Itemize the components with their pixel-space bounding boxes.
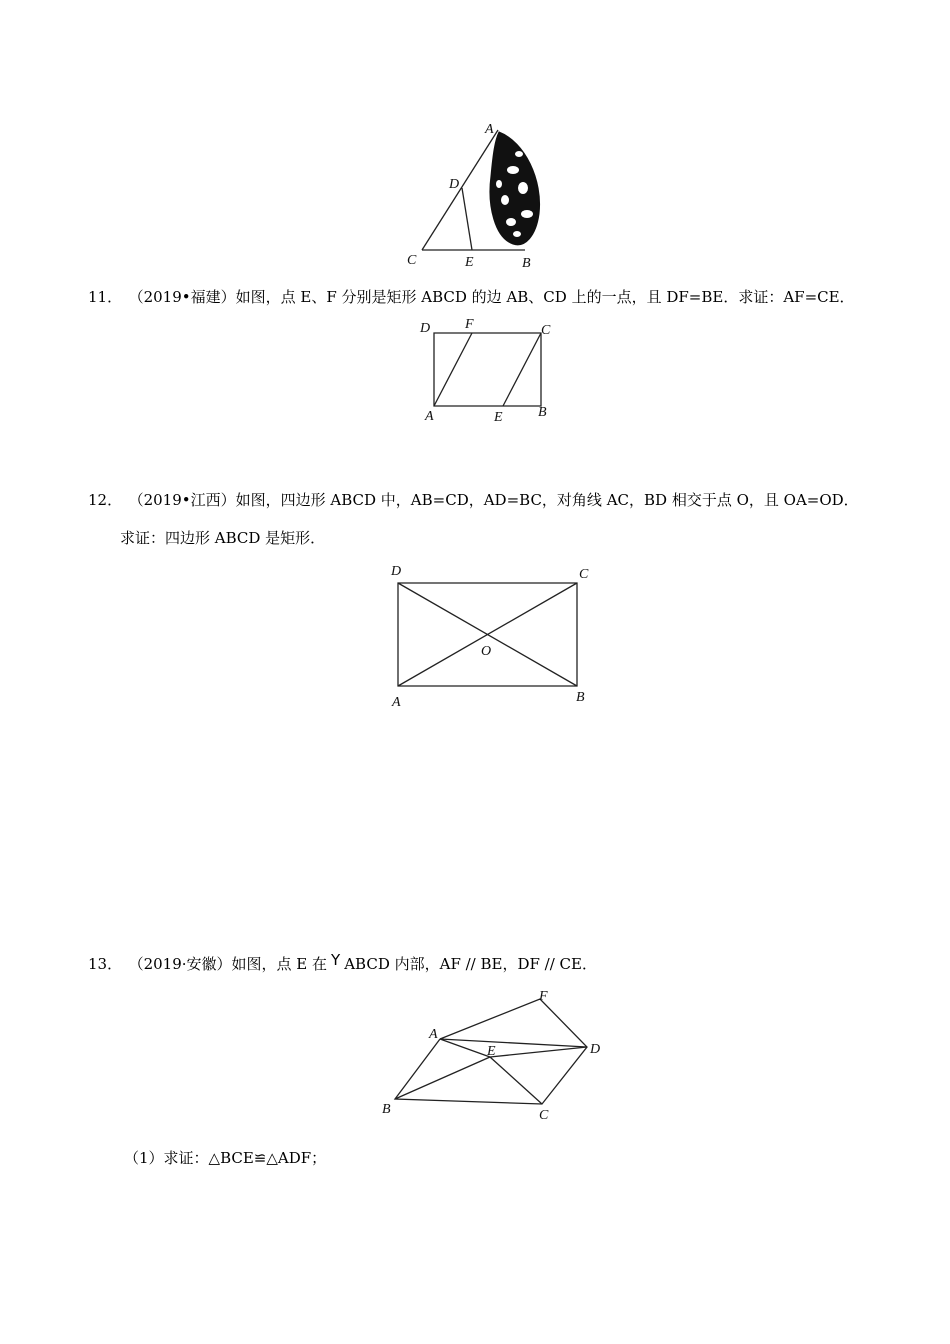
label-b: B	[576, 690, 585, 705]
problem-12-line-2: 求证：四边形 ABCD 是矩形．	[120, 529, 326, 547]
line-de	[462, 188, 472, 250]
label-c: C	[541, 323, 551, 338]
label-a: A	[425, 409, 434, 424]
problem-number: 13．	[88, 955, 123, 973]
label-f: F	[539, 989, 548, 1004]
problem-text-cont: ABCD 内部，AF // BE，DF // CE．	[344, 955, 597, 973]
problem-text: （2019·安徽）如图，点 E 在	[136, 955, 328, 973]
problem-13-part-1: （1）求证：△BCE≌△ADF；	[124, 1149, 327, 1167]
figure-10	[395, 118, 555, 273]
label-b: B	[522, 256, 531, 271]
problem-11	[88, 287, 855, 307]
label-b: B	[382, 1102, 391, 1117]
line-ce	[490, 1057, 542, 1104]
label-e: E	[465, 255, 474, 270]
label-c: C	[579, 567, 589, 582]
line-ed	[490, 1047, 587, 1057]
line-af	[434, 333, 472, 406]
line-ec	[503, 333, 541, 406]
label-c: C	[407, 253, 417, 268]
label-e: E	[494, 410, 503, 425]
figure-12	[382, 558, 597, 713]
ink-blot	[490, 132, 540, 245]
problem-number: 12．	[88, 491, 123, 509]
line-ca	[422, 130, 498, 250]
label-o: O	[481, 644, 492, 659]
label-d: D	[420, 321, 431, 336]
label-e: E	[487, 1044, 496, 1059]
parallelogram-symbol: Y	[331, 951, 341, 969]
label-a: A	[392, 695, 401, 710]
label-a: A	[485, 122, 494, 137]
problem-13	[88, 951, 597, 974]
label-f: F	[465, 317, 474, 332]
label-d: D	[391, 564, 402, 579]
label-b: B	[538, 405, 547, 420]
problem-number: 11．	[88, 288, 123, 306]
label-a: A	[429, 1027, 438, 1042]
label-d: D	[590, 1042, 601, 1057]
rectangle-abcd	[434, 333, 541, 406]
problem-12	[88, 490, 859, 510]
figure-11	[412, 316, 562, 426]
figure-13	[375, 985, 610, 1125]
label-d: D	[449, 177, 460, 192]
problem-text: （2019•江西）如图，四边形 ABCD 中，AB=CD，AD=BC，对角线 AC，BD 相交于点 O，且 OA=OD．	[136, 491, 859, 509]
line-be	[395, 1057, 490, 1099]
label-c: C	[539, 1108, 549, 1123]
problem-text: （2019•福建）如图，点 E、F 分别是矩形 ABCD 的边 AB、CD 上的一点，且 DF=BE．求证：AF=CE．	[136, 288, 855, 306]
line-ad	[440, 1039, 587, 1047]
